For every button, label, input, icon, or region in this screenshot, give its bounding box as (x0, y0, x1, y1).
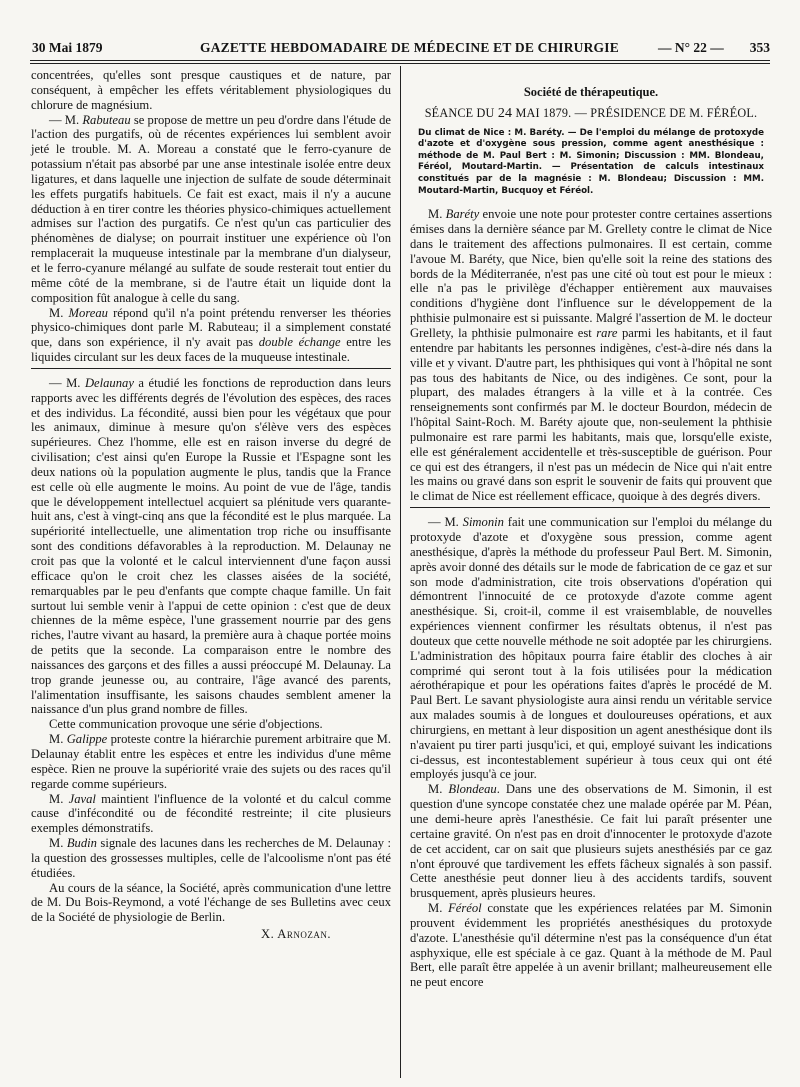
paragraph-lead: M. (49, 732, 67, 747)
paragraph-delaunay (31, 376, 391, 717)
header-rule-bottom (30, 63, 770, 64)
paragraph-fereol (410, 901, 772, 990)
paragraph-text: fait une communication sur l'emploi du mélange du protoxyde d'azote et d'oxygène sous pression, comme agent anesthésique, d'après la méthode du professeur Paul Bert. M. Simonin, après avoir donné des détails sur le mode de fabrication de ce gaz et sur son mode d'administration, cite trois observations d'opération qui démontrent l'innocuité de ce protoxyde d'azote comme agent anesthésique. Si, croit-il, comme il est vraisemblable, de nouvelles expériences viennent confirmer les résultats obtenus, il n'est pas douteux que cette nouvelle méthode ne soit adoptée par les chirurgiens. L'administration des hôpitaux pourra faire établir des cloches à air comprimé qui seront tout à la fois utilisées pour la médication aérothérapique et pour les opérations faites d'après le procédé de M. Paul Bert. Le savant physiologiste aura ainsi rendu un véritable service aux malades soumis à de longues et douloureuses opérations, et aux chirurgiens, en mettant à leur disposition un agent anesthésique dont ils n'avaient pu tirer parti jusqu'ici, et qui, employé suivant les indications ci-dessus, est incontestablement supérieur à tous ceux qui ont été employés jusqu'à ce jour. (410, 515, 772, 782)
speaker-name: Galippe (66, 732, 108, 747)
section-title: Société de thérapeutique. (523, 85, 659, 99)
paragraph-magnesium: concentrées, qu'elles sont presque caustiques et de nature, par conséquent, à empêcher les effets véritablement physiologiques du chlorure de magnésium. (31, 68, 391, 112)
paragraph-text: signale des lacunes dans les recherches de M. Delaunay : la question des grossesses multiples, celle de l'alcoolisme n'ont pas été étudiées. (31, 836, 391, 880)
paragraph-moreau (31, 306, 391, 365)
emphasis: double échange (258, 335, 341, 350)
header-journal-title: GAZETTE HEBDOMADAIRE DE MÉDECINE ET DE CHIRURGIE (200, 40, 619, 55)
paragraph-text: envoie une note pour protester contre certaines assertions émises dans la dernière séance par M. Grellety contre le climat de Nice dans le traitement des affections pulmonaires. Il est certain, comme l'avoue M. Baréty, que Nice, bien qu'elle soit la reine des stations des bords de la Méditerranée, n'est pas une cité où tout est pour le mieux : elle n'a pas le privilège d'échapper entièrement aux mauvaises conditions d'hygiène dont l'influence sur le développement de la phthisie pulmonaire est si puissante. Malgré l'assertion de M. le docteur Grellety, la phthisie pulmonaire est (410, 207, 772, 340)
paragraph-lead: — M. (49, 112, 83, 127)
paragraph-lead: M. (428, 782, 449, 797)
speaker-name: Delaunay (84, 375, 134, 390)
paragraph-text: se propose de mettre un peu d'ordre dans l'étude de l'action des purgatifs, où de récentes expériences lui semblent avoir jeté le trouble. M. A. Moreau a constaté que le ferro-cyanure de potassium n'était pas absorbé par une anse intestinale isolée entre deux ligatures, et dans laquelle une injection de sulfate de soude déterminait les effets purgatifs habituels. Ce fait est exact, mais il n'y a aucune déduction à en tirer contre les théories physico-chimiques actuellement admises sur l'action des purgatifs. Ce n'est qu'un cas particulier des phénomènes de dialyse; on pourrait instituer une expérience où l'on remplacerait la muqueuse intestinale par la membrane d'un dialyseur, et le ferro-cyanure mélangé au sulfate de soude resterait tout entier du même côté de la membrane, si de l'autre était un liquide dont la composition fût analogue à celle du sang. (31, 112, 391, 305)
paragraph-text: . Dans une des observations de M. Simonin, il est question d'une syncope constatée chez une malade opérée par M. Péan, une demi-heure après l'anesthésie. Ce fait lui paraît présenter une certaine gravité. On n'est pas en droit d'innocenter le protoxyde d'azote de cet accident, car on sait que plusieurs sujets anesthésiés par ce gaz n'ont éprouvé que tardivement les effets fâcheux signalés à son passif. Cette anesthésie peut donner lieu à des accidents tardifs, souvent brusquement, après plusieurs heures. (410, 782, 772, 901)
session-day: 24 (497, 105, 513, 121)
paragraph-bulletins: Au cours de la séance, la Société, après communication d'une lettre de M. Du Bois-Reymond, a voté l'échange de ses Bulletins avec ceux de la Société de physiologie de Berlin. (31, 880, 391, 925)
header-page-number: 353 (749, 40, 770, 55)
session-heading-part: MAI 1879. — PRÉSIDENCE DE M. FÉRÉOL. (512, 105, 758, 120)
paragraph-text: constate que les expériences relatées par M. Simonin prouvent évidemment les propriétés anesthésiques du protoxyde d'azote. L'anesthésie qu'il détermine n'est pas la conséquence d'un état asphyxique, elle est spéciale à ce gaz. Quant à la méthode de M. Paul Bert, elle paraît être appelée à un avenir brillant; malheureusement elle ne peut encore (410, 901, 773, 990)
session-summary: Du climat de Nice : M. Baréty. — De l'emploi du mélange de protoxyde d'azote et d'oxygène sous pression, comme agent anesthésique : méthode de M. Paul Bert : M. Simonin; Discussion : MM. Blondeau, Féréol, Moutard-Martin. — Présentation de calculs intestinaux constitués par de la magnésie : M. Blondeau; Discussion : MM. Moutard-Martin, Bucquoy et Féréol. (418, 127, 764, 196)
speaker-name: Budin (66, 836, 97, 851)
left-column (31, 68, 391, 942)
speaker-name: Simonin (462, 515, 504, 530)
paragraph-lead: M. (49, 305, 69, 320)
speaker-name: Blondeau (448, 782, 497, 797)
paragraph-lead: M. (49, 791, 69, 806)
paragraph-javal (31, 792, 391, 837)
paragraph-objections: Cette communication provoque une série d'objections. (49, 717, 323, 732)
paragraph-text: maintient l'influence de la volonté et du calcul comme cause d'infécondité ou de fécondité restreinte; il cite plusieurs exemples démonstratifs. (31, 791, 391, 836)
separator-rule (410, 507, 770, 508)
paragraph-text: répond qu'il n'a point prétendu renverser les théories physico-chimiques dont parle M. Rabuteau; il a simplement constaté que, dans son expérience, il n'y avait pas (31, 305, 391, 350)
paragraph-budin (31, 836, 391, 881)
speaker-name: Javal (68, 791, 96, 806)
header-date: 30 Mai 1879 (32, 40, 103, 55)
paragraph-lead: M. (428, 901, 449, 916)
speaker-name: Rabuteau (82, 112, 131, 127)
emphasis: rare (596, 326, 618, 340)
paragraph-text: a étudié les fonctions de reproduction dans leurs rapports avec les différents degrés de l'évolution des espèces, des races et des individus. La fécondité, aussi bien pour les végétaux que pour les animaux, diminue à mesure qu'on s'élève vers des espèces supérieures. Chez l'homme, elle est en raison inverse du degré de civilisation; c'est ainsi qu'en Europe la Russie et l'Espagne sont les deux nations où la population augmente le plus, tandis que la France est celle où elle augmente le moins. Au point de vue de l'âge, tandis que le développement intellectuel acquiert sa plénitude vers quarante-huit ans, c'est à vingt-cinq ans que la fécondité est le plus marquée. La supériorité intellectuelle, une alimentation trop riche ou insuffisante sont des conditions défavorables à la reproduction. M. Delaunay ne croit pas que la volonté et le calcul interviennent d'une façon aussi efficace qu'on le croit chez les classes aisées de la société, remarquables par le peu d'enfants que compte chaque famille. Un fait surtout lui semble venir à l'appui de cette opinion : c'est que de deux chiennes de la même espèce, l'une grassement nourrie par des gens riches, l'autre vivant au hasard, la première aura à chaque portée moins de petits que la seconde. La comparaison entre le nombre des naissances des garçons et des filles a aussi préoccupé M. Delaunay. La trop grande jeunesse ou, au contraire, l'âge avancé des parents, l'alimentation insuffisante, les saisons chaudes semblent amener la naissance d'un plus grand nombre de filles. (31, 375, 391, 717)
speaker-name: Baréty (445, 207, 480, 222)
paragraph-galippe (31, 732, 391, 791)
speaker-name: Moreau (68, 305, 108, 320)
session-heading-part: SÉANCE DU (424, 105, 498, 120)
paragraph-simonin (410, 515, 772, 782)
separator-rule (31, 368, 391, 369)
session-heading (410, 106, 772, 122)
right-column (410, 85, 772, 990)
paragraph-text: parmi les habitants, et il faut entendre par habitants les personnes indigènes, c'est-à-dire nés dans la ville et y vivant. D'autre part, les phthisiques qui vont à l'hôpital ne sont pas tous des habitants de Nice, ou des indigènes. Ce sont, pour la plupart, des malades étrangers à la ville et à la contrée. Ces renseignements sont confirmés par M. le docteur Bourdon, médecin de l'hôpital Saint-Roch. M. Baréty ajoute que, non-seulement la phthisie pulmonaire est rare parmi les habitants, mais que, lorsqu'elle existe, elle est généralement accidentelle et très-susceptible de guérison. Pour ce qui est des étrangers, il n'est pas un médecin de Nice qui n'ait entre les mains ou gravé dans son esprit le souvenir de faits qui prouvent que le climat de Nice est réellement efficace, quoique à des degrés divers. (410, 326, 772, 504)
paragraph-lead: M. (49, 836, 67, 851)
paragraph-rabuteau (31, 113, 391, 306)
paragraph-barety (410, 207, 772, 504)
header-issue-number: — N° 22 — (658, 40, 724, 55)
paragraph-text: entre les liquides circulant sur les deux faces de la muqueuse intestinale. (31, 335, 391, 365)
paragraph-blondeau (410, 782, 772, 901)
paragraph-lead: — M. (428, 515, 463, 530)
author-signature: X. Arnozan. (261, 927, 331, 942)
speaker-name: Féréol (448, 901, 482, 916)
paragraph-lead: M. (428, 207, 446, 222)
header-rule-top (30, 60, 770, 61)
paragraph-text: proteste contre la hiérarchie purement arbitraire que M. Delaunay établit entre les espèces et entre les individus d'une même espèce. Rien ne prouve la supériorité vraie des sujets ou des races qu'il regarde comme supérieurs. (31, 732, 391, 791)
paragraph-lead: — M. (49, 375, 85, 390)
running-header (30, 40, 770, 60)
column-divider (400, 66, 401, 1078)
